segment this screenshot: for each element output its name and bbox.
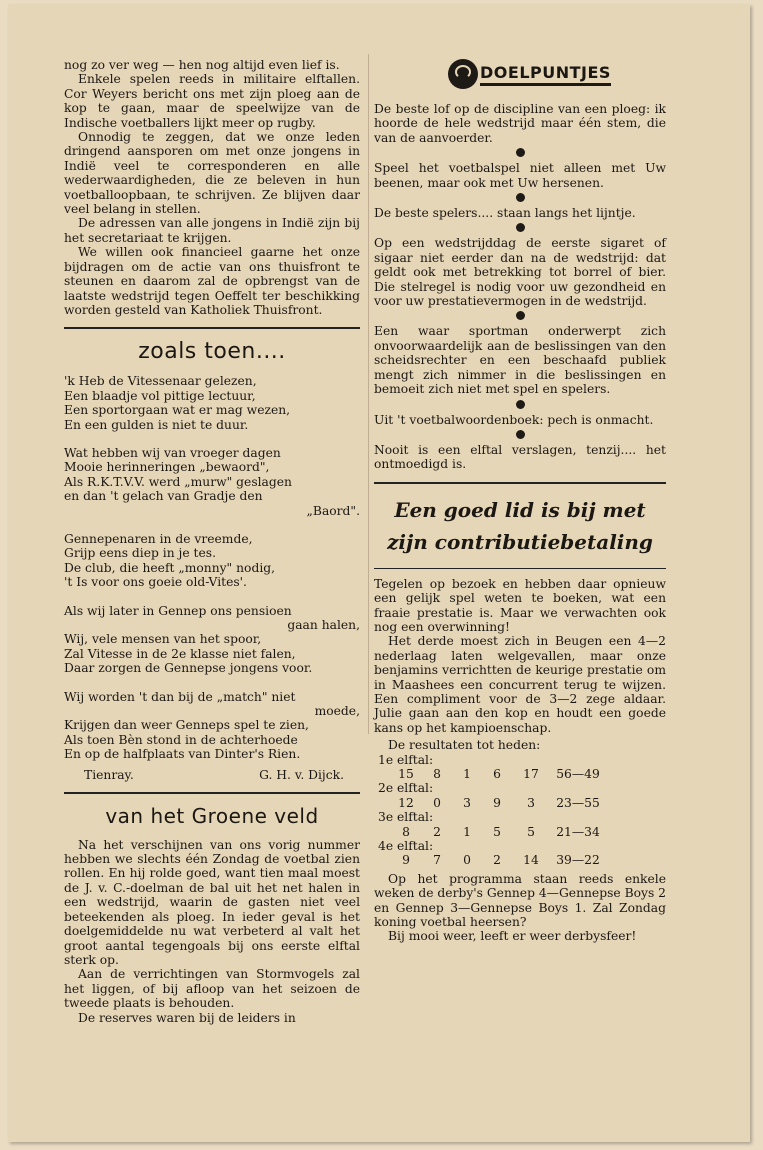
result-lost: 9: [493, 795, 501, 810]
poem: [64, 374, 360, 781]
results-row: [374, 767, 666, 781]
result-goals: 56—49: [556, 767, 600, 781]
tip-item: Uit 't voetbalwoordenboek: pech is onmacht.: [374, 412, 654, 427]
poem-line: Wat hebben wij van vroeger dagen: [64, 445, 281, 460]
results-group: [374, 781, 666, 810]
poem-stanza: [64, 604, 360, 676]
results-group: [374, 810, 666, 839]
poem-line: Wij worden 't dan bij de „match" niet: [64, 689, 296, 704]
tip-item: Nooit is een elftal verslagen, tenzij.... het ontmoedigd is.: [374, 442, 666, 472]
poem-line: 'k Heb de Vitessenaar gelezen,: [64, 374, 257, 389]
result-drawn: 0: [463, 853, 471, 868]
right-column: [374, 58, 666, 944]
signature-name: G. H. v. Dijck.: [259, 767, 344, 782]
result-lost: 6: [493, 767, 501, 781]
tip-item: De beste spelers.... staan langs het lijntje.: [374, 206, 636, 221]
bullet-dot-icon: [516, 400, 525, 409]
results-row: [374, 796, 666, 810]
result-points: 14: [523, 853, 539, 868]
result-played: 8: [402, 824, 410, 839]
doelpuntjes-logo: [448, 54, 666, 94]
closing-paragraph: Op het programma staan reeds enkele weken de derby's Gennep 4—Gennepse Boys 2 en Gennep 3—Gennepse Boys 1. Zal Zondag koning voetbal heersen?: [374, 871, 666, 930]
result-won: 2: [433, 824, 441, 839]
lid-title-line: zijn contributiebetaling: [387, 529, 653, 554]
newsletter-page: [8, 4, 750, 1142]
poem-line: „Baord".: [306, 503, 360, 518]
result-played: 9: [402, 853, 410, 868]
lid-paragraph: Het derde moest zich in Beugen een 4—2 nederlaag laten welgevallen, maar onze benjamins verrichtten de keurige prestatie om in Maashees een concurrent terug te wijzen. Een compliment voor de 3—2 zege aldaar. Julie gaan aan den kop en houdt een goede kans op het kampioenschap.: [374, 634, 666, 735]
result-played: 12: [398, 795, 414, 810]
section-rule: [374, 482, 666, 484]
poem-line: 't Is voor ons goeie old-Vites'.: [64, 575, 247, 590]
results-group: [374, 753, 666, 782]
closing-paragraph: Bij mooi weer, leeft er weer derbysfeer!: [388, 929, 637, 944]
result-points: 3: [527, 795, 535, 810]
intro-paragraph: Enkele spelen reeds in militaire elftallen. Cor Weyers bericht ons met zijn ploeg aan de kop te gaan, maar de speelwijze van de Indische voetballers lijkt meer op rugby.: [64, 72, 360, 130]
column-divider: [368, 54, 369, 734]
poem-line: Als R.K.T.V.V. werd „murw" geslagen: [64, 474, 292, 489]
bullet-dot-icon: [516, 430, 525, 439]
poem-line: gaan halen,: [287, 618, 360, 632]
veld-paragraph: Na het verschijnen van ons vorig nummer hebben we slechts één Zondag de voetbal zien rollen. En hij rolde goed, want tien maal moest de J. v. C.-doelman de bal uit het net halen in een wedstrijd, waarin de gasten niet veel beteekenden als ploeg. In ieder geval is het doelgemiddelde nu wat verbeterd al valt het groot aantal tegengoals bij ons eerste elftal sterk op.: [64, 837, 360, 967]
result-drawn: 1: [463, 767, 471, 781]
result-lost: 2: [493, 853, 501, 868]
bullet-dot-icon: [516, 311, 525, 320]
poem-line: Gennepenaren in de vreemde,: [64, 531, 253, 546]
lid-title: [374, 494, 666, 558]
poem-stanza: [64, 532, 360, 590]
poem-line: Grijp eens diep in je tes.: [64, 546, 216, 561]
result-goals: 23—55: [556, 795, 600, 810]
poem-line: Wij, vele mensen van het spoor,: [64, 632, 262, 647]
result-lost: 5: [493, 824, 501, 839]
veld-paragraph: De reserves waren bij de leiders in: [78, 1010, 296, 1025]
result-played: 15: [398, 767, 414, 781]
team-name: 2e elftal:: [378, 781, 434, 796]
result-goals: 21—34: [556, 824, 600, 839]
team-name: 1e elftal:: [378, 752, 434, 767]
intro-paragraph: nog zo ver weg — hen nog altijd even lief is.: [64, 58, 340, 72]
results-row: [374, 825, 666, 839]
tip-item: Op een wedstrijddag de eerste sigaret of sigaar niet eerder dan na de wedstrijd: dat geldt ook met betrekking tot borrel of bier. Die stelregel is nodig voor uw gezondheid en voor uw prestatievermogen in de wedstrijd.: [374, 236, 666, 309]
section-rule: [374, 568, 666, 569]
result-drawn: 3: [463, 795, 471, 810]
result-won: 0: [433, 795, 441, 810]
result-won: 8: [433, 767, 441, 781]
veld-title: van het Groene veld: [105, 803, 319, 828]
poem-title: zoals toen....: [138, 339, 286, 365]
veld-paragraph: Aan de verrichtingen van Stormvogels zal het liggen, of bij afloop van het seizoen de tweede plaats is behouden.: [64, 967, 360, 1011]
poem-line: En op de halfplaats van Dinter's Rien.: [64, 747, 301, 762]
results-heading: De resultaten tot heden:: [388, 738, 541, 753]
poem-line: Krijgen dan weer Genneps spel te zien,: [64, 718, 309, 733]
team-name: 4e elftal:: [378, 839, 434, 854]
bullet-dot-icon: [516, 223, 525, 232]
poem-stanza: [64, 374, 360, 432]
poem-stanza: [64, 446, 360, 518]
tip-item: Een waar sportman onderwerpt zich onvoorwaardelijk aan de beslissingen van den scheidsrechter en een beschaafd publiek mengt zich nimmer in die beslissingen en bemoeit zich niet met spel en spelers.: [374, 324, 666, 397]
intro-paragraph: De adressen van alle jongens in Indië zijn bij het secretariaat te krijgen.: [64, 216, 360, 245]
section-rule: [64, 792, 360, 794]
poem-line: De club, die heeft „monny" nodig,: [64, 560, 276, 575]
poem-stanza: [64, 690, 360, 762]
poem-line: Mooie herinneringen „bewaord",: [64, 460, 270, 475]
result-points: 5: [527, 824, 535, 839]
bullet-dot-icon: [516, 193, 525, 202]
poem-line: Een blaadje vol pittige lectuur,: [64, 388, 256, 403]
results-table: [374, 753, 666, 868]
poem-line: en dan 't gelach van Gradje den: [64, 489, 263, 504]
poem-line: Een sportorgaan wat er mag wezen,: [64, 403, 291, 418]
signature-place: Tienray.: [84, 767, 134, 782]
intro-paragraph: Onnodig te zeggen, dat we onze leden dringend aansporen om met onze jongens in Indië veel te corresponderen en alle wederwaardigheden, die ze beleven in hun voetballoopbaan, te schrijven. Ze blijven daar veel belang in stellen.: [64, 130, 360, 217]
team-name: 3e elftal:: [378, 810, 434, 825]
results-group: [374, 839, 666, 868]
poem-line: Zal Vitesse in de 2e klasse niet falen,: [64, 646, 296, 661]
result-drawn: 1: [463, 824, 471, 839]
section-rule: [64, 327, 360, 329]
poem-line: Daar zorgen de Gennepse jongens voor.: [64, 661, 313, 676]
poem-line: Als wij later in Gennep ons pensioen: [64, 603, 292, 618]
tip-item: Speel het voetbalspel niet alleen met Uw beenen, maar ook met Uw hersenen.: [374, 161, 666, 190]
result-points: 17: [523, 767, 539, 781]
logo-text: DOELPUNTJES: [480, 63, 611, 86]
results-row: [374, 853, 666, 867]
poem-line: Als toen Bèn stond in de achterhoede: [64, 732, 298, 747]
bullet-dot-icon: [516, 148, 525, 157]
intro-paragraph: We willen ook financieel gaarne het onze bijdragen om de actie van ons thuisfront te steunen en daarom zal de opbrengst van de laatste wedstrijd tegen Oeffelt ter beschikking worden gesteld van Katholiek Thuisfront.: [64, 245, 360, 317]
lid-title-line: Een goed lid is bij met: [394, 497, 646, 522]
lid-paragraph: Tegelen op bezoek en hebben daar opnieuw een gelijk spel weten te boeken, wat een fraaie prestatie is. Maar we verwachten ook nog een overwinning!: [374, 576, 666, 634]
left-column: [64, 58, 360, 1025]
poem-line: moede,: [314, 704, 360, 719]
result-won: 7: [433, 853, 441, 868]
poem-line: En een gulden is niet te duur.: [64, 417, 249, 432]
football-icon: [448, 59, 478, 89]
poem-signature: [64, 768, 360, 782]
tip-item: De beste lof op de discipline van een ploeg: ik hoorde de hele wedstrijd maar één stem, die van de aanvoerder.: [374, 102, 666, 145]
result-goals: 39—22: [556, 853, 600, 868]
